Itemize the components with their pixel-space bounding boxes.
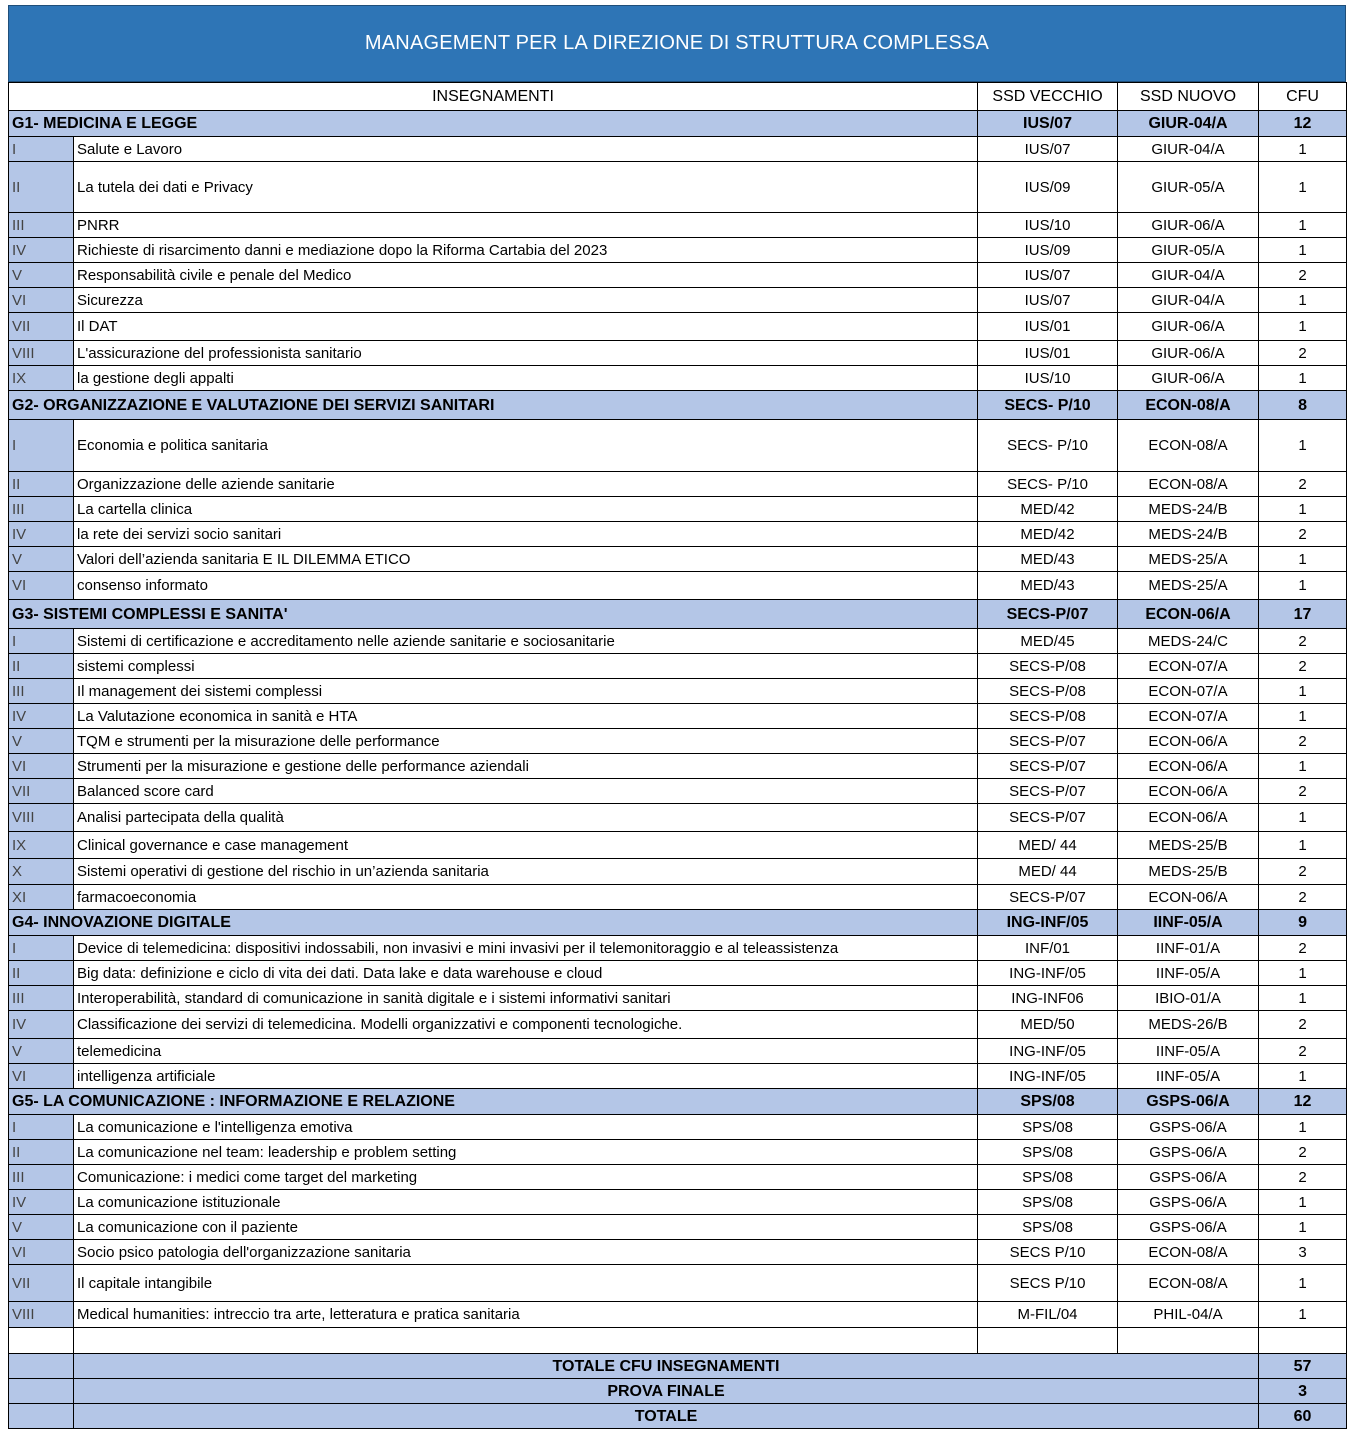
course-cfu: 2: [1259, 885, 1347, 910]
course-ssd-old: ING-INF/05: [978, 1039, 1118, 1064]
course-row: [9, 497, 1347, 522]
course-number: IV: [9, 704, 74, 729]
course-ssd-new: MEDS-25/B: [1118, 832, 1259, 859]
course-ssd-new: IBIO-01/A: [1118, 986, 1259, 1011]
total-spacer: [9, 1354, 74, 1379]
course-cfu: 1: [1259, 961, 1347, 986]
course-number: III: [9, 213, 74, 238]
course-number: II: [9, 472, 74, 497]
course-row: [9, 754, 1347, 779]
course-ssd-old: SECS-P/07: [978, 885, 1118, 910]
course-number: VI: [9, 572, 74, 600]
course-name: Valori dell’azienda sanitaria E IL DILEMMA ETICO: [74, 547, 978, 572]
course-number: VI: [9, 1064, 74, 1089]
course-cfu: 1: [1259, 497, 1347, 522]
course-cfu: 1: [1259, 1215, 1347, 1240]
course-number: XI: [9, 885, 74, 910]
course-number: V: [9, 729, 74, 754]
course-ssd-new: GIUR-06/A: [1118, 341, 1259, 366]
course-row: [9, 288, 1347, 313]
course-ssd-old: IUS/01: [978, 313, 1118, 341]
course-row: [9, 832, 1347, 859]
course-cfu: 1: [1259, 213, 1347, 238]
group-row: [9, 1089, 1347, 1115]
course-name: La cartella clinica: [74, 497, 978, 522]
course-ssd-old: MED/45: [978, 629, 1118, 654]
total-spacer: [9, 1404, 74, 1429]
course-row: [9, 313, 1347, 341]
course-cfu: 2: [1259, 629, 1347, 654]
course-ssd-new: MEDS-24/C: [1118, 629, 1259, 654]
course-row: [9, 885, 1347, 910]
course-row: [9, 238, 1347, 263]
course-name: Sistemi di certificazione e accreditamento nelle aziende sanitarie e sociosanitarie: [74, 629, 978, 654]
course-ssd-new: GIUR-04/A: [1118, 263, 1259, 288]
course-number: IV: [9, 522, 74, 547]
course-name: La comunicazione con il paziente: [74, 1215, 978, 1240]
course-ssd-old: MED/43: [978, 572, 1118, 600]
course-name: Strumenti per la misurazione e gestione delle performance aziendali: [74, 754, 978, 779]
course-name: Medical humanities: intreccio tra arte, letteratura e pratica sanitaria: [74, 1302, 978, 1328]
course-ssd-new: GIUR-06/A: [1118, 213, 1259, 238]
course-number: I: [9, 420, 74, 472]
course-row: [9, 1215, 1347, 1240]
course-ssd-new: IINF-05/A: [1118, 961, 1259, 986]
course-name: Interoperabilità, standard di comunicazione in sanità digitale e i sistemi informativi sanitari: [74, 986, 978, 1011]
group-cfu: 9: [1259, 910, 1347, 936]
course-ssd-new: ECON-08/A: [1118, 1240, 1259, 1265]
course-number: VIII: [9, 1302, 74, 1328]
course-ssd-old: MED/50: [978, 1011, 1118, 1039]
course-name: Device di telemedicina: dispositivi indossabili, non invasivi e mini invasivi per il telemonitoraggio e al teleassistenza: [74, 936, 978, 961]
course-ssd-new: ECON-06/A: [1118, 804, 1259, 832]
group-cfu: 12: [1259, 1089, 1347, 1115]
course-name: farmacoeconomia: [74, 885, 978, 910]
course-number: IV: [9, 1011, 74, 1039]
course-cfu: 1: [1259, 313, 1347, 341]
course-ssd-old: IUS/09: [978, 162, 1118, 213]
course-cfu: 1: [1259, 238, 1347, 263]
course-cfu: 1: [1259, 704, 1347, 729]
course-name: Il capitale intangibile: [74, 1265, 978, 1302]
course-name: la rete dei servizi socio sanitari: [74, 522, 978, 547]
course-row: [9, 162, 1347, 213]
course-row: [9, 263, 1347, 288]
courses-table: [8, 82, 1347, 1429]
course-ssd-new: ECON-07/A: [1118, 679, 1259, 704]
sheet-title: MANAGEMENT PER LA DIREZIONE DI STRUTTURA COMPLESSA: [8, 5, 1346, 82]
course-ssd-new: ECON-07/A: [1118, 704, 1259, 729]
course-ssd-new: MEDS-25/A: [1118, 572, 1259, 600]
course-ssd-old: M-FIL/04: [978, 1302, 1118, 1328]
course-ssd-old: SECS- P/10: [978, 420, 1118, 472]
group-ssd-new: GIUR-04/A: [1118, 111, 1259, 137]
course-ssd-new: GIUR-05/A: [1118, 238, 1259, 263]
course-ssd-new: ECON-06/A: [1118, 729, 1259, 754]
course-ssd-old: SECS P/10: [978, 1265, 1118, 1302]
total-row: [9, 1379, 1347, 1404]
course-number: III: [9, 986, 74, 1011]
course-row: [9, 572, 1347, 600]
course-ssd-new: GIUR-06/A: [1118, 313, 1259, 341]
course-cfu: 1: [1259, 679, 1347, 704]
course-name: Il DAT: [74, 313, 978, 341]
course-ssd-old: MED/ 44: [978, 832, 1118, 859]
total-spacer: [9, 1379, 74, 1404]
course-cfu: 1: [1259, 832, 1347, 859]
course-ssd-old: MED/42: [978, 522, 1118, 547]
course-row: [9, 1240, 1347, 1265]
course-ssd-new: ECON-08/A: [1118, 472, 1259, 497]
course-number: III: [9, 497, 74, 522]
course-name: la gestione degli appalti: [74, 366, 978, 391]
course-row: [9, 1265, 1347, 1302]
course-cfu: 1: [1259, 754, 1347, 779]
course-row: [9, 704, 1347, 729]
group-ssd-old: SPS/08: [978, 1089, 1118, 1115]
course-cfu: 1: [1259, 162, 1347, 213]
course-ssd-old: IUS/07: [978, 263, 1118, 288]
course-name: Big data: definizione e ciclo di vita dei dati. Data lake e data warehouse e cloud: [74, 961, 978, 986]
course-number: VI: [9, 1240, 74, 1265]
course-ssd-new: GSPS-06/A: [1118, 1115, 1259, 1140]
course-row: [9, 629, 1347, 654]
course-ssd-new: GIUR-04/A: [1118, 288, 1259, 313]
header-cfu: CFU: [1259, 83, 1347, 111]
course-cfu: 1: [1259, 366, 1347, 391]
course-row: [9, 679, 1347, 704]
course-cfu: 2: [1259, 654, 1347, 679]
course-name: Comunicazione: i medici come target del marketing: [74, 1165, 978, 1190]
course-ssd-new: GIUR-05/A: [1118, 162, 1259, 213]
course-row: [9, 1064, 1347, 1089]
course-number: IV: [9, 1190, 74, 1215]
course-cfu: 2: [1259, 859, 1347, 885]
blank-cell: [1118, 1328, 1259, 1354]
group-cfu: 12: [1259, 111, 1347, 137]
course-name: Sicurezza: [74, 288, 978, 313]
course-ssd-new: GSPS-06/A: [1118, 1215, 1259, 1240]
course-name: La Valutazione economica in sanità e HTA: [74, 704, 978, 729]
total-row: [9, 1404, 1347, 1429]
course-cfu: 2: [1259, 263, 1347, 288]
course-ssd-new: GSPS-06/A: [1118, 1190, 1259, 1215]
group-name: G3- SISTEMI COMPLESSI E SANITA': [9, 600, 978, 629]
course-number: VII: [9, 1265, 74, 1302]
course-ssd-old: IUS/07: [978, 288, 1118, 313]
course-name: Salute e Lavoro: [74, 137, 978, 162]
course-name: Economia e politica sanitaria: [74, 420, 978, 472]
course-ssd-new: IINF-05/A: [1118, 1064, 1259, 1089]
course-ssd-old: SECS- P/10: [978, 472, 1118, 497]
course-name: La comunicazione e l'intelligenza emotiva: [74, 1115, 978, 1140]
course-row: [9, 1140, 1347, 1165]
course-ssd-old: IUS/01: [978, 341, 1118, 366]
course-row: [9, 547, 1347, 572]
course-number: II: [9, 1140, 74, 1165]
course-row: [9, 472, 1347, 497]
blank-cell: [9, 1328, 74, 1354]
course-ssd-old: SPS/08: [978, 1215, 1118, 1240]
course-cfu: 1: [1259, 1265, 1347, 1302]
course-name: TQM e strumenti per la misurazione delle performance: [74, 729, 978, 754]
course-ssd-old: MED/42: [978, 497, 1118, 522]
course-ssd-old: SPS/08: [978, 1165, 1118, 1190]
course-ssd-new: MEDS-25/B: [1118, 859, 1259, 885]
course-row: [9, 1039, 1347, 1064]
course-ssd-old: SECS-P/08: [978, 704, 1118, 729]
course-ssd-new: GSPS-06/A: [1118, 1165, 1259, 1190]
course-row: [9, 341, 1347, 366]
group-cfu: 8: [1259, 391, 1347, 420]
course-row: [9, 366, 1347, 391]
course-ssd-new: IINF-01/A: [1118, 936, 1259, 961]
course-cfu: 1: [1259, 420, 1347, 472]
course-name: Richieste di risarcimento danni e mediazione dopo la Riforma Cartabia del 2023: [74, 238, 978, 263]
course-row: [9, 986, 1347, 1011]
blank-cell: [74, 1328, 978, 1354]
total-label: PROVA FINALE: [74, 1379, 1259, 1404]
course-number: II: [9, 961, 74, 986]
course-name: Classificazione dei servizi di telemedicina. Modelli organizzativi e componenti tecnologiche.: [74, 1011, 978, 1039]
course-cfu: 2: [1259, 522, 1347, 547]
course-ssd-new: GSPS-06/A: [1118, 1140, 1259, 1165]
course-name: La tutela dei dati e Privacy: [74, 162, 978, 213]
group-row: [9, 910, 1347, 936]
course-name: La comunicazione istituzionale: [74, 1190, 978, 1215]
course-number: II: [9, 654, 74, 679]
course-row: [9, 137, 1347, 162]
course-ssd-new: IINF-05/A: [1118, 1039, 1259, 1064]
course-ssd-old: ING-INF06: [978, 986, 1118, 1011]
course-name: intelligenza artificiale: [74, 1064, 978, 1089]
course-cfu: 2: [1259, 1140, 1347, 1165]
group-ssd-new: IINF-05/A: [1118, 910, 1259, 936]
total-value: 60: [1259, 1404, 1347, 1429]
header-row: [9, 83, 1347, 111]
course-number: V: [9, 1039, 74, 1064]
course-cfu: 2: [1259, 1039, 1347, 1064]
course-number: III: [9, 679, 74, 704]
course-cfu: 2: [1259, 1011, 1347, 1039]
course-row: [9, 420, 1347, 472]
course-cfu: 2: [1259, 341, 1347, 366]
group-row: [9, 391, 1347, 420]
course-number: V: [9, 1215, 74, 1240]
course-ssd-new: MEDS-26/B: [1118, 1011, 1259, 1039]
group-ssd-old: SECS-P/07: [978, 600, 1118, 629]
course-number: VI: [9, 288, 74, 313]
total-label: TOTALE: [74, 1404, 1259, 1429]
course-number: I: [9, 1115, 74, 1140]
course-ssd-old: ING-INF/05: [978, 1064, 1118, 1089]
total-row: [9, 1354, 1347, 1379]
course-number: VIII: [9, 804, 74, 832]
course-ssd-old: MED/ 44: [978, 859, 1118, 885]
course-cfu: 1: [1259, 137, 1347, 162]
total-value: 3: [1259, 1379, 1347, 1404]
course-number: VIII: [9, 341, 74, 366]
course-number: I: [9, 629, 74, 654]
course-cfu: 2: [1259, 779, 1347, 804]
course-ssd-new: PHIL-04/A: [1118, 1302, 1259, 1328]
course-ssd-old: SPS/08: [978, 1140, 1118, 1165]
course-cfu: 1: [1259, 986, 1347, 1011]
course-ssd-new: ECON-08/A: [1118, 1265, 1259, 1302]
course-cfu: 2: [1259, 729, 1347, 754]
total-value: 57: [1259, 1354, 1347, 1379]
course-name: Balanced score card: [74, 779, 978, 804]
course-cfu: 1: [1259, 547, 1347, 572]
course-ssd-old: ING-INF/05: [978, 961, 1118, 986]
course-ssd-old: SECS-P/07: [978, 729, 1118, 754]
group-row: [9, 600, 1347, 629]
course-ssd-new: MEDS-24/B: [1118, 522, 1259, 547]
course-number: II: [9, 162, 74, 213]
course-cfu: 2: [1259, 472, 1347, 497]
header-insegnamenti: INSEGNAMENTI: [9, 83, 978, 111]
course-ssd-new: ECON-07/A: [1118, 654, 1259, 679]
group-name: G5- LA COMUNICAZIONE : INFORMAZIONE E RELAZIONE: [9, 1089, 978, 1115]
course-name: Organizzazione delle aziende sanitarie: [74, 472, 978, 497]
course-number: I: [9, 936, 74, 961]
course-cfu: 1: [1259, 1190, 1347, 1215]
course-ssd-old: IUS/10: [978, 213, 1118, 238]
course-number: V: [9, 263, 74, 288]
course-ssd-new: ECON-06/A: [1118, 754, 1259, 779]
curriculum-sheet: [8, 5, 1346, 1429]
group-ssd-old: ING-INF/05: [978, 910, 1118, 936]
course-cfu: 2: [1259, 936, 1347, 961]
group-cfu: 17: [1259, 600, 1347, 629]
group-ssd-new: GSPS-06/A: [1118, 1089, 1259, 1115]
course-row: [9, 522, 1347, 547]
course-row: [9, 1165, 1347, 1190]
course-cfu: 1: [1259, 1115, 1347, 1140]
course-row: [9, 1115, 1347, 1140]
course-cfu: 1: [1259, 1302, 1347, 1328]
course-ssd-new: GIUR-04/A: [1118, 137, 1259, 162]
total-label: TOTALE CFU INSEGNAMENTI: [74, 1354, 1259, 1379]
course-number: V: [9, 547, 74, 572]
course-row: [9, 961, 1347, 986]
course-cfu: 1: [1259, 804, 1347, 832]
course-number: IX: [9, 366, 74, 391]
course-ssd-old: MED/43: [978, 547, 1118, 572]
group-name: G4- INNOVAZIONE DIGITALE: [9, 910, 978, 936]
course-ssd-old: SECS P/10: [978, 1240, 1118, 1265]
group-ssd-old: SECS- P/10: [978, 391, 1118, 420]
course-number: IX: [9, 832, 74, 859]
course-ssd-old: INF/01: [978, 936, 1118, 961]
course-row: [9, 804, 1347, 832]
course-ssd-old: SECS-P/08: [978, 679, 1118, 704]
course-ssd-old: SECS-P/07: [978, 804, 1118, 832]
course-ssd-old: IUS/09: [978, 238, 1118, 263]
course-ssd-old: SECS-P/08: [978, 654, 1118, 679]
course-number: III: [9, 1165, 74, 1190]
course-name: PNRR: [74, 213, 978, 238]
course-row: [9, 859, 1347, 885]
group-ssd-new: ECON-08/A: [1118, 391, 1259, 420]
course-name: Sistemi operativi di gestione del rischio in un’azienda sanitaria: [74, 859, 978, 885]
course-number: I: [9, 137, 74, 162]
course-row: [9, 729, 1347, 754]
course-ssd-old: IUS/07: [978, 137, 1118, 162]
group-row: [9, 111, 1347, 137]
course-cfu: 3: [1259, 1240, 1347, 1265]
blank-cell: [978, 1328, 1118, 1354]
course-number: IV: [9, 238, 74, 263]
course-name: consenso informato: [74, 572, 978, 600]
course-name: Socio psico patologia dell'organizzazione sanitaria: [74, 1240, 978, 1265]
course-row: [9, 1190, 1347, 1215]
course-row: [9, 779, 1347, 804]
course-number: X: [9, 859, 74, 885]
group-ssd-new: ECON-06/A: [1118, 600, 1259, 629]
course-row: [9, 213, 1347, 238]
course-name: Analisi partecipata della qualità: [74, 804, 978, 832]
group-name: G2- ORGANIZZAZIONE E VALUTAZIONE DEI SERVIZI SANITARI: [9, 391, 978, 420]
header-ssd-new: SSD NUOVO: [1118, 83, 1259, 111]
group-name: G1- MEDICINA E LEGGE: [9, 111, 978, 137]
course-name: Il management dei sistemi complessi: [74, 679, 978, 704]
course-cfu: 1: [1259, 572, 1347, 600]
course-row: [9, 1011, 1347, 1039]
course-name: Responsabilità civile e penale del Medico: [74, 263, 978, 288]
course-cfu: 2: [1259, 1165, 1347, 1190]
blank-cell: [1259, 1328, 1347, 1354]
course-row: [9, 654, 1347, 679]
header-ssd-old: SSD VECCHIO: [978, 83, 1118, 111]
course-ssd-old: SECS-P/07: [978, 779, 1118, 804]
course-number: VII: [9, 779, 74, 804]
course-ssd-new: ECON-06/A: [1118, 779, 1259, 804]
course-name: L'assicurazione del professionista sanitario: [74, 341, 978, 366]
course-row: [9, 936, 1347, 961]
course-cfu: 1: [1259, 288, 1347, 313]
course-number: VI: [9, 754, 74, 779]
course-ssd-new: ECON-06/A: [1118, 885, 1259, 910]
course-ssd-old: SECS-P/07: [978, 754, 1118, 779]
course-ssd-new: MEDS-25/A: [1118, 547, 1259, 572]
group-ssd-old: IUS/07: [978, 111, 1118, 137]
course-ssd-new: GIUR-06/A: [1118, 366, 1259, 391]
course-ssd-old: SPS/08: [978, 1190, 1118, 1215]
course-ssd-old: IUS/10: [978, 366, 1118, 391]
course-ssd-new: ECON-08/A: [1118, 420, 1259, 472]
course-ssd-new: MEDS-24/B: [1118, 497, 1259, 522]
course-number: VII: [9, 313, 74, 341]
course-cfu: 1: [1259, 1064, 1347, 1089]
course-name: Clinical governance e case management: [74, 832, 978, 859]
course-row: [9, 1302, 1347, 1328]
course-name: La comunicazione nel team: leadership e problem setting: [74, 1140, 978, 1165]
course-name: telemedicina: [74, 1039, 978, 1064]
blank-row: [9, 1328, 1347, 1354]
course-name: sistemi complessi: [74, 654, 978, 679]
course-ssd-old: SPS/08: [978, 1115, 1118, 1140]
